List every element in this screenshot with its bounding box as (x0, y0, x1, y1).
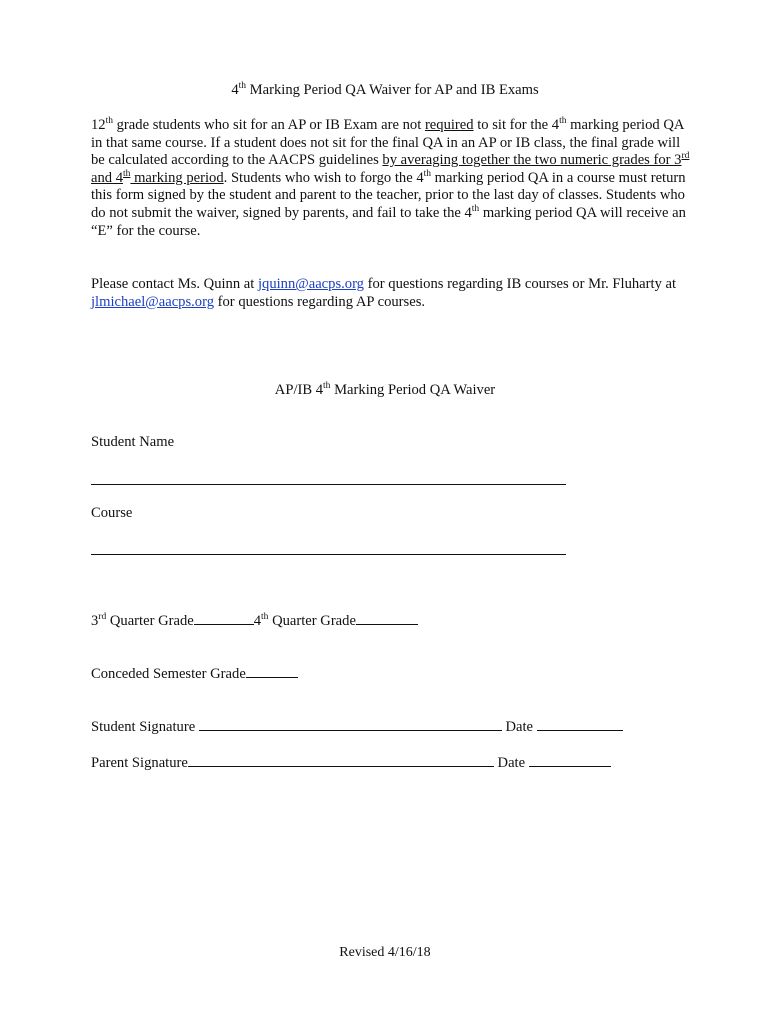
text: grade students who sit for an AP or IB Exam are not (112, 117, 425, 133)
ap-contact-email-link[interactable]: jlmichael@aacps.org (91, 293, 214, 310)
title-text: 4 (231, 82, 239, 98)
sup: th (261, 612, 269, 623)
student-signature-label: Student Signature (91, 719, 199, 735)
sup: th (423, 168, 432, 179)
student-name-label: Student Name (91, 434, 175, 450)
student-signature-field[interactable] (199, 716, 502, 731)
title-sup: th (238, 81, 246, 92)
text: Please contact Ms. Quinn at (91, 276, 258, 292)
text: . Students who wish to forgo the 4 (223, 169, 424, 186)
course-field[interactable] (91, 554, 566, 555)
text: for questions regarding AP courses. (214, 293, 426, 310)
underlined-text: required (424, 117, 474, 133)
title-text: Marking Period QA Waiver for AP and IB Exams (246, 82, 539, 98)
conceded-grade-field[interactable] (246, 663, 298, 678)
text: for questions regarding IB courses or Mr. Fluharty at (363, 276, 677, 292)
policy-paragraph (91, 117, 691, 240)
q4-grade-label: Quarter Grade (268, 613, 356, 629)
student-signature-row (91, 716, 623, 736)
q4-grade-field[interactable] (356, 610, 418, 625)
student-name-field[interactable] (91, 484, 566, 485)
underlined-text: marking period (130, 169, 224, 186)
ib-contact-email-link[interactable]: jquinn@aacps.org (257, 276, 364, 292)
text: 3 (91, 613, 99, 629)
course-label: Course (91, 505, 133, 521)
sup: rd (681, 151, 690, 162)
document-title (0, 82, 770, 99)
form-title (0, 382, 770, 399)
revised-date: Revised 4/16/18 (339, 945, 431, 960)
parent-signature-field[interactable] (188, 752, 494, 767)
date-label: Date (493, 755, 529, 771)
contact-paragraph (91, 276, 691, 311)
sup: th (471, 204, 480, 215)
parent-date-field[interactable] (529, 752, 611, 767)
underlined-text: and 4 (91, 169, 124, 186)
parent-signature-label: Parent Signature (91, 755, 188, 771)
text: AP/IB 4 (274, 382, 324, 398)
sup: th (559, 116, 567, 127)
text: marking period QA in that same course. If a student does not sit for the final QA in an AP or IB class, the final grade will be calculated according to the AACPS guidelines (91, 117, 684, 169)
text: Marking Period QA Waiver (330, 382, 496, 398)
text: marking period QA in a course must return this form signed by the student and parent to the teacher, prior to the last day of classes. Students who do not submit the waiver, signed by parents, and fail to take the 4 (91, 169, 686, 221)
text: 4 (253, 613, 262, 629)
sup: rd (98, 612, 107, 623)
conceded-grade-label: Conceded Semester Grade (91, 666, 246, 682)
text: to sit for the 4 (473, 117, 560, 133)
q3-grade-field[interactable] (194, 610, 254, 625)
student-date-field[interactable] (537, 716, 623, 731)
text: marking period QA will receive an “E” for the course. (91, 204, 686, 239)
sup: th (123, 168, 131, 179)
quarter-grades-row (91, 610, 418, 630)
conceded-grade-row (91, 663, 298, 683)
underlined-text: by averaging together the two numeric grades for 3 (382, 152, 682, 169)
text: 12 (91, 117, 106, 133)
parent-signature-row (91, 752, 611, 772)
sup: th (105, 116, 113, 127)
sup: th (323, 381, 331, 392)
q3-grade-label: Quarter Grade (106, 613, 194, 629)
date-label: Date (501, 719, 537, 735)
